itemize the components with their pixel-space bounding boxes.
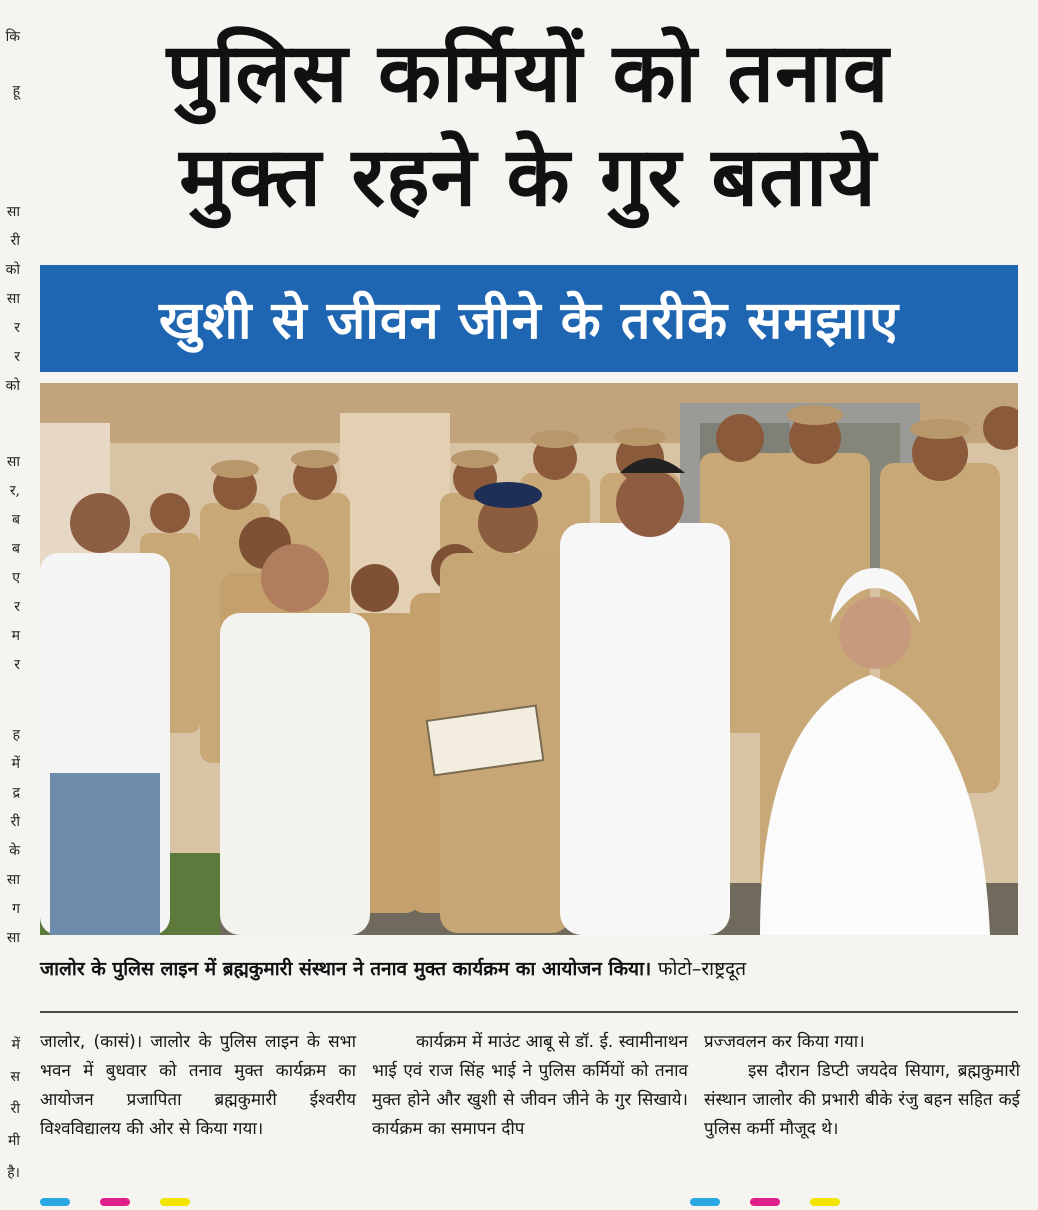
article-paragraph: प्रज्जवलन कर किया गया।: [704, 1032, 865, 1052]
left-column-fragment: री: [10, 814, 20, 830]
print-register-mark: [810, 1198, 840, 1206]
print-register-mark: [40, 1198, 70, 1206]
left-column-fragment: र: [14, 320, 20, 336]
left-column-fragment: मी: [8, 1133, 20, 1149]
left-column-fragment: ग: [12, 901, 20, 917]
headline-line-2: मुक्त रहने के गुर बताये: [179, 130, 877, 225]
subheadline-band: [40, 265, 1018, 372]
left-column-fragment: सा: [6, 454, 20, 470]
left-column-fragment: ए: [12, 570, 20, 586]
photo-caption: [40, 955, 1018, 981]
print-register-mark: [160, 1198, 190, 1206]
headline-line-1: पुलिस कर्मियों को तनाव: [166, 26, 890, 121]
left-column-fragment: सा: [6, 872, 20, 888]
left-column-fragment: म: [11, 628, 20, 644]
left-column-fragment: ब: [12, 512, 20, 528]
left-column-fragment: में: [11, 1037, 20, 1053]
left-column-fragment: द्र: [12, 785, 20, 801]
left-column-fragment: र: [14, 657, 20, 673]
left-column-fragment: री: [10, 233, 20, 249]
print-register-mark: [690, 1198, 720, 1206]
article-paragraph: कार्यक्रम में माउंट आबू से डॉ. ई. स्वामीनाथन भाई एवं राज सिंह भाई ने पुलिस कर्मियों को तनाव मुक्त होने और खुशी से जीवन जीने के गुर सिखाये। कार्यक्रम का समापन दीप: [372, 1032, 688, 1139]
photo-credit: फोटो–राष्ट्रदूत: [657, 958, 747, 980]
print-register-mark: [750, 1198, 780, 1206]
news-photo: [40, 383, 1018, 935]
left-column-fragment: री: [10, 1101, 20, 1117]
previous-column-strip: [0, 0, 24, 1210]
group-photo-illustration: [40, 383, 1018, 935]
left-column-fragment: सा: [6, 930, 20, 946]
left-column-fragment: सा: [6, 291, 20, 307]
article-paragraph: इस दौरान डिप्टी जयदेव सियाग, ब्रह्मकुमारी संस्थान जालोर की प्रभारी बीके रंजु बहन सहित कई पुलिस कर्मी मौजूद थे।: [704, 1061, 1020, 1139]
left-column-fragment: कि: [5, 29, 20, 45]
headline: [38, 22, 1018, 230]
left-column-fragment: को: [5, 378, 20, 394]
left-column-fragment: के: [9, 843, 20, 859]
left-column-fragment: है।: [7, 1165, 20, 1181]
print-register-mark: [100, 1198, 130, 1206]
left-column-fragment: को: [5, 262, 20, 278]
article-column-1: [40, 1028, 356, 1144]
left-column-fragment: ह: [12, 727, 20, 743]
article-column-2: [372, 1028, 688, 1144]
left-column-fragment: स: [10, 1069, 20, 1085]
left-column-fragment: ब: [12, 541, 20, 557]
left-column-fragment: र,: [9, 483, 20, 499]
left-column-fragment: हू: [12, 83, 20, 99]
article-paragraph: जालोर, (कासं)। जालोर के पुलिस लाइन के सभा भवन में बुधवार को तनाव मुक्त कार्यक्रम का आयोजन प्रजापिता ब्रह्मकुमारी ईश्वरीय विश्वविद्यालय की ओर से किया गया।: [40, 1032, 356, 1139]
subheadline: खुशी से जीवन जीने के तरीके समझाए: [159, 291, 899, 351]
article-column-3: [704, 1028, 1020, 1144]
left-column-fragment: में: [11, 756, 20, 772]
caption-divider: [40, 1011, 1018, 1013]
left-column-fragment: र: [14, 349, 20, 365]
left-column-fragment: र: [14, 599, 20, 615]
photo-caption-text: जालोर के पुलिस लाइन में ब्रह्मकुमारी संस्थान ने तनाव मुक्त कार्यक्रम का आयोजन किया।: [40, 958, 652, 980]
left-column-fragment: सा: [6, 204, 20, 220]
